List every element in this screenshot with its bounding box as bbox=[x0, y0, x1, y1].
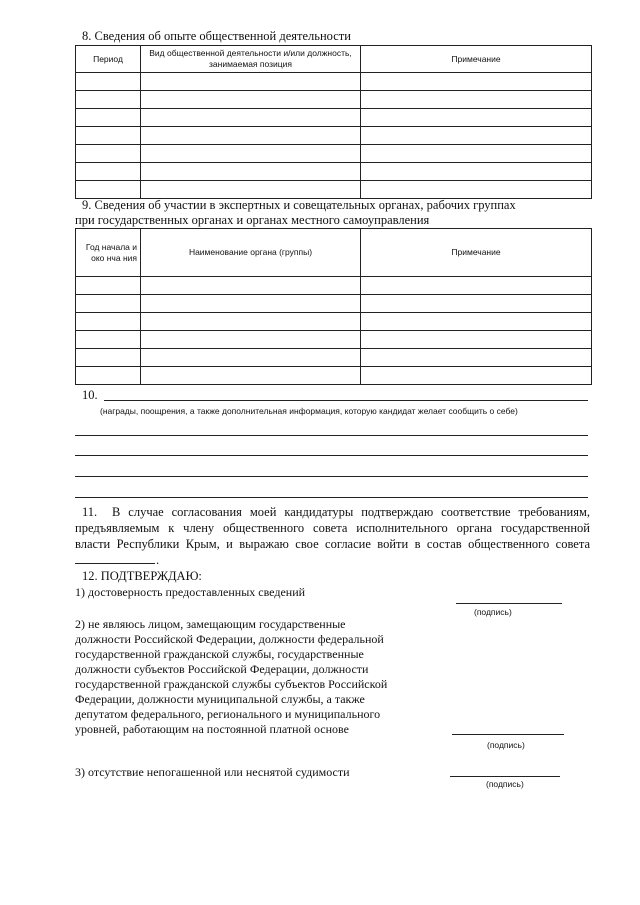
section12-title: 12. ПОДТВЕРЖДАЮ: bbox=[82, 569, 202, 583]
section10-caption: (награды, поощрения, а также дополнительная информация, которую кандидат желает сообщить о себе) bbox=[100, 406, 518, 416]
section10-line[interactable] bbox=[75, 476, 588, 477]
signature-line[interactable] bbox=[452, 734, 564, 735]
section12-item2-line: Федерации, должности муниципальной службы, а также bbox=[75, 692, 365, 706]
section9-header-year: Год начала и око нча ния bbox=[76, 229, 141, 277]
signature-label: (подпись) bbox=[474, 607, 512, 617]
signature-label: (подпись) bbox=[487, 740, 525, 750]
table-row bbox=[76, 73, 592, 91]
table-row bbox=[76, 127, 592, 145]
table-row bbox=[76, 277, 592, 295]
section12-item2-line: государственной гражданской службы субъектов Российской bbox=[75, 677, 388, 691]
section12-item2-line: должности Российской Федерации, должности федеральной bbox=[75, 632, 384, 646]
signature-line[interactable] bbox=[456, 603, 562, 604]
section8-table bbox=[75, 45, 592, 199]
table-row bbox=[76, 145, 592, 163]
section8-header-activity: Вид общественной деятельности и/или должность, занимаемая позиция bbox=[141, 46, 361, 73]
table-row bbox=[76, 181, 592, 199]
section10-line[interactable] bbox=[75, 497, 588, 498]
signature-line[interactable] bbox=[450, 776, 560, 777]
section11-number: 11. bbox=[82, 505, 98, 519]
table-row bbox=[76, 331, 592, 349]
section10-line[interactable] bbox=[75, 455, 588, 456]
section12-item2-line: государственной гражданской службы, государственные bbox=[75, 647, 364, 661]
table-row bbox=[76, 91, 592, 109]
section10-number: 10. bbox=[82, 388, 98, 402]
table-row bbox=[76, 313, 592, 331]
table-row bbox=[76, 295, 592, 313]
signature-label: (подпись) bbox=[486, 779, 524, 789]
section12-item2-line: должности субъектов Российской Федерации, должности bbox=[75, 662, 369, 676]
section12-item3: 3) отсутствие непогашенной или неснятой судимости bbox=[75, 765, 350, 779]
section8-header-period: Период bbox=[76, 46, 141, 73]
section12-item2-line: уровней, работающим на постоянной платной основе bbox=[75, 722, 349, 736]
section8-title: 8. Сведения об опыте общественной деятельности bbox=[82, 29, 351, 43]
section12-item2-line: 2) не являюсь лицом, замещающим государственные bbox=[75, 617, 346, 631]
table-row bbox=[76, 109, 592, 127]
section11-period: . bbox=[156, 553, 160, 567]
section8-header-note: Примечание bbox=[361, 46, 592, 73]
section11-line1: В случае согласования моей кандидатуры подтверждаю соответствие требованиям, bbox=[112, 505, 590, 519]
table-row bbox=[76, 349, 592, 367]
table-row bbox=[76, 163, 592, 181]
section11-line3: власти Республики Крым, и выражаю свое согласие войти в состав общественного совета bbox=[75, 537, 590, 551]
table-row bbox=[76, 367, 592, 385]
section10-input-line[interactable] bbox=[104, 400, 588, 401]
section9-header-organ: Наименование органа (группы) bbox=[141, 229, 361, 277]
section12-item2-line: депутатом федерального, регионального и муниципального bbox=[75, 707, 381, 721]
section11-council-line[interactable] bbox=[75, 563, 155, 564]
section12-item1: 1) достоверность предоставленных сведений bbox=[75, 585, 306, 599]
section9-header-note: Примечание bbox=[361, 229, 592, 277]
section9-table bbox=[75, 228, 592, 385]
section9-title-line1: 9. Сведения об участии в экспертных и совещательных органах, рабочих группах bbox=[82, 198, 516, 212]
section9-title-line2: при государственных органах и органах местного самоуправления bbox=[75, 213, 430, 227]
section12-item2 bbox=[75, 617, 387, 737]
section11-line2: предъявляемым к члену общественного совета исполнительного органа государственной bbox=[75, 521, 590, 535]
section10-line[interactable] bbox=[75, 435, 588, 436]
